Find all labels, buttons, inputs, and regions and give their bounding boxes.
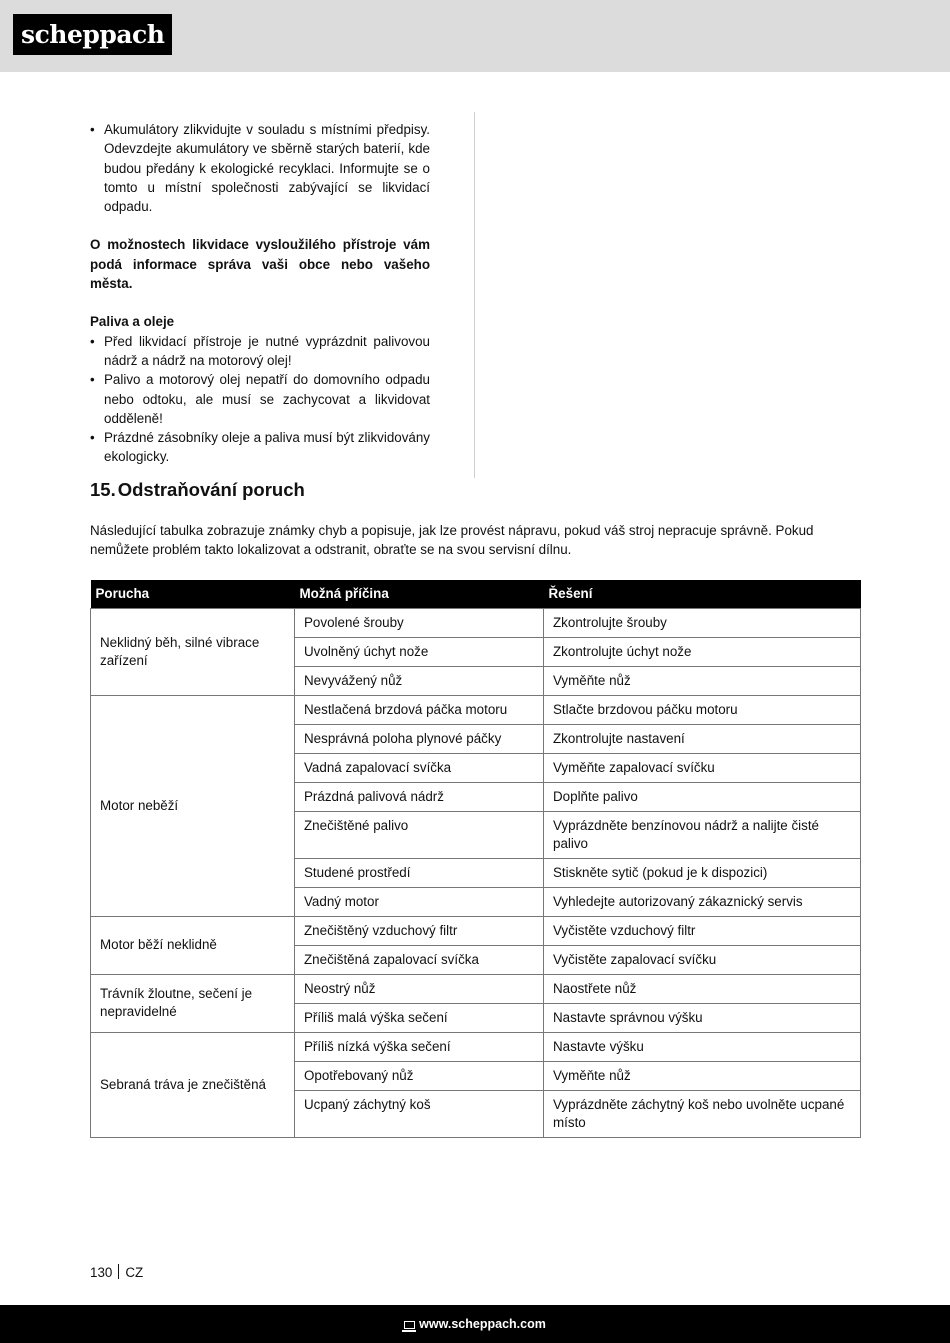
remedy-cell: Stlačte brzdovou páčku motoru [544, 695, 861, 724]
cause-cell: Nesprávná poloha plynové páčky [295, 724, 544, 753]
page-number: 130 [90, 1265, 113, 1280]
troubleshooting-table [90, 580, 861, 1138]
list-item: • Palivo a motorový olej nepatří do domovního odpadu nebo odtoku, ale musí se zachycovat a likvidovat odděleně! [90, 370, 430, 428]
remedy-cell: Vyprázdněte záchytný koš nebo uvolněte ucpané místo [544, 1090, 861, 1137]
table-row [91, 1032, 861, 1061]
section-title-text: Odstraňování poruch [117, 479, 305, 500]
brand-logo: scheppach [13, 14, 172, 55]
remedy-cell: Vyprázdněte benzínovou nádrž a nalijte čisté palivo [544, 811, 861, 858]
battery-disposal-list [90, 120, 430, 216]
cause-cell: Znečištěné palivo [295, 811, 544, 858]
remedy-cell: Vyměňte nůž [544, 666, 861, 695]
remedy-cell: Naostřete nůž [544, 974, 861, 1003]
column-header-cause: Možná příčina [295, 580, 544, 608]
cause-cell: Příliš malá výška sečení [295, 1003, 544, 1032]
page-footer [90, 1264, 143, 1280]
section-title [90, 479, 305, 501]
remedy-cell: Vyměňte zapalovací svíčku [544, 753, 861, 782]
website-link[interactable]: www.scheppach.com [419, 1317, 546, 1331]
cause-cell: Znečištěná zapalovací svíčka [295, 945, 544, 974]
remedy-cell: Vyčistěte zapalovací svíčku [544, 945, 861, 974]
table-header-row [91, 580, 861, 608]
remedy-cell: Zkontrolujte úchyt nože [544, 637, 861, 666]
cause-cell: Neostrý nůž [295, 974, 544, 1003]
fault-cell: Motor neběží [91, 695, 295, 916]
cause-cell: Uvolněný úchyt nože [295, 637, 544, 666]
list-item: • Prázdné zásobníky oleje a paliva musí být zlikvidovány ekologicky. [90, 428, 430, 467]
cause-cell: Opotřebovaný nůž [295, 1061, 544, 1090]
fuels-heading: Paliva a oleje [90, 314, 175, 330]
remedy-cell: Vyhledejte autorizovaný zákaznický servis [544, 887, 861, 916]
remedy-cell: Nastavte výšku [544, 1032, 861, 1061]
table-row [91, 695, 861, 724]
remedy-cell: Nastavte správnou výšku [544, 1003, 861, 1032]
table-body [91, 608, 861, 1137]
remedy-cell: Zkontrolujte nastavení [544, 724, 861, 753]
list-item: • Akumulátory zlikvidujte v souladu s místními předpisy. Odevzdejte akumulátory ve sběrně starých baterií, kde budou předány k ekologické recyklaci. Informujte se o tomto u místní společnosti zabývající se likvidací odpadu. [90, 120, 430, 216]
language-code: CZ [125, 1265, 144, 1280]
remedy-cell: Vyměňte nůž [544, 1061, 861, 1090]
cause-cell: Příliš nízká výška sečení [295, 1032, 544, 1061]
left-column [90, 120, 430, 467]
section-number: 15. [90, 479, 116, 500]
table-row [91, 974, 861, 1003]
cause-cell: Studené prostředí [295, 858, 544, 887]
cause-cell: Vadná zapalovací svíčka [295, 753, 544, 782]
cause-cell: Povolené šrouby [295, 608, 544, 637]
cause-cell: Nevyvážený nůž [295, 666, 544, 695]
table-row [91, 608, 861, 637]
column-divider [474, 112, 475, 478]
fault-cell: Sebraná tráva je znečištěná [91, 1032, 295, 1137]
disposal-note: O možnostech likvidace vysloužilého přístroje vám podá informace správa vaši obce nebo vašeho města. [90, 237, 430, 292]
table-row [91, 916, 861, 945]
cause-cell: Znečištěný vzduchový filtr [295, 916, 544, 945]
remedy-cell: Stiskněte sytič (pokud je k dispozici) [544, 858, 861, 887]
cause-cell: Nestlačená brzdová páčka motoru [295, 695, 544, 724]
remedy-cell: Vyčistěte vzduchový filtr [544, 916, 861, 945]
cause-cell: Prázdná palivová nádrž [295, 782, 544, 811]
fault-cell: Neklidný běh, silné vibrace zařízení [91, 608, 295, 695]
remedy-cell: Zkontrolujte šrouby [544, 608, 861, 637]
section-intro: Následující tabulka zobrazuje známky chyb a popisuje, jak lze provést nápravu, pokud váš stroj nepracuje správně. Pokud nemůžete problém takto lokalizovat a odstranit, obraťte se na svou servisní dílnu. [90, 523, 814, 558]
fault-cell: Trávník žloutne, sečení je nepravidelné [91, 974, 295, 1032]
computer-icon [404, 1321, 415, 1329]
column-header-fault: Porucha [91, 580, 295, 608]
list-item: • Před likvidací přístroje je nutné vyprázdnit palivovou nádrž a nádrž na motorový olej! [90, 332, 430, 371]
cause-cell: Vadný motor [295, 887, 544, 916]
header-bar [0, 0, 950, 72]
footer-separator [118, 1264, 119, 1279]
column-header-remedy: Řešení [544, 580, 861, 608]
fuels-list [90, 332, 430, 467]
fault-cell: Motor běží neklidně [91, 916, 295, 974]
bottom-bar [0, 1305, 950, 1343]
cause-cell: Ucpaný záchytný koš [295, 1090, 544, 1137]
remedy-cell: Doplňte palivo [544, 782, 861, 811]
